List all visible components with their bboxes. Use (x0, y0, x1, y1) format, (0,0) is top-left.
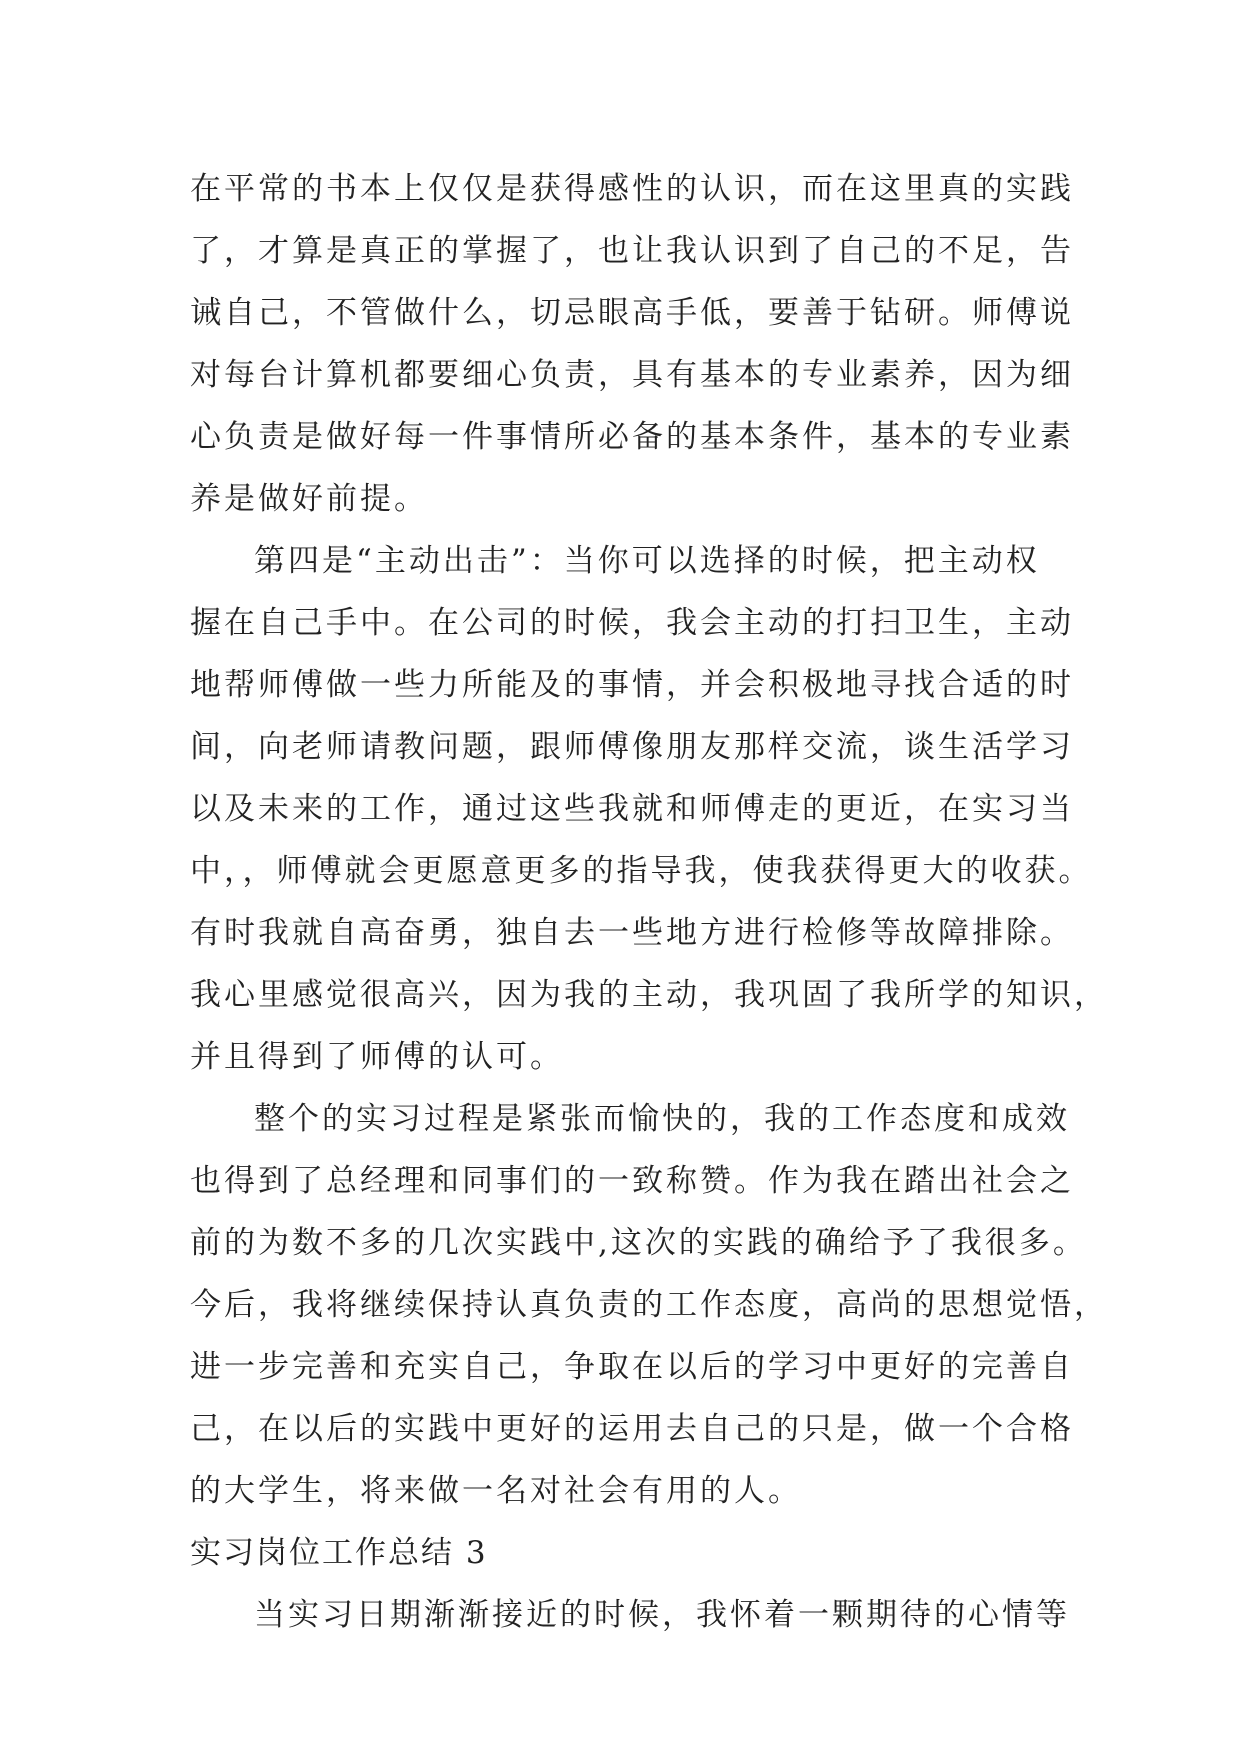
text-line: 养是做好前提。 (190, 481, 428, 517)
paragraph (190, 158, 1074, 530)
text-line: 并且得到了师傅的认可。 (190, 1039, 564, 1075)
text-line: 当实习日期渐渐接近的时候，我怀着一颗期待的心情等 (254, 1597, 1070, 1633)
text-line: 对每台计算机都要细心负责，具有基本的专业素养，因为细 (190, 357, 1074, 393)
text-line: 的大学生，将来做一名对社会有用的人。 (190, 1473, 802, 1509)
text-line: 心负责是做好每一件事情所必备的基本条件，基本的专业素 (190, 419, 1074, 455)
text-line: 第四是“主动出击”：当你可以选择的时候，把主动权 (254, 543, 1040, 579)
paragraph (190, 1088, 1108, 1522)
text-line: 了，才算是真正的掌握了，也让我认识到了自己的不足，告 (190, 233, 1074, 269)
text-line: 握在自己手中。在公司的时候，我会主动的打扫卫生，主动 (190, 605, 1074, 641)
text-line: 中，，师傅就会更愿意更多的指导我，使我获得更大的收获。 (190, 853, 1093, 889)
text-line: 今后，我将继续保持认真负责的工作态度，高尚的思想觉悟， (190, 1287, 1108, 1323)
paragraph (190, 1584, 1070, 1646)
text-line: 也得到了总经理和同事们的一致称赞。作为我在踏出社会之 (190, 1163, 1074, 1199)
text-line: 地帮师傅做一些力所能及的事情，并会积极地寻找合适的时 (190, 667, 1074, 703)
text-line: 己，在以后的实践中更好的运用去自己的只是，做一个合格 (190, 1411, 1074, 1447)
text-line: 前的为数不多的几次实践中,这次的实践的确给予了我很多。 (190, 1225, 1087, 1261)
document-body (190, 158, 1108, 1646)
text-line: 整个的实习过程是紧张而愉快的，我的工作态度和成效 (254, 1101, 1070, 1137)
text-line: 在平常的书本上仅仅是获得感性的认识，而在这里真的实践 (190, 171, 1074, 207)
text-line: 诫自己，不管做什么，切忌眼高手低，要善于钻研。师傅说 (190, 295, 1074, 331)
text-line: 有时我就自高奋勇，独自去一些地方进行检修等故障排除。 (190, 915, 1074, 951)
text-line: 以及未来的工作，通过这些我就和师傅走的更近，在实习当 (190, 791, 1074, 827)
text-line: 我心里感觉很高兴，因为我的主动，我巩固了我所学的知识， (190, 977, 1108, 1013)
paragraph (190, 530, 1108, 1088)
section-heading: 实习岗位工作总结 3 (190, 1535, 488, 1571)
text-line: 进一步完善和充实自己，争取在以后的学习中更好的完善自 (190, 1349, 1074, 1385)
text-line: 间，向老师请教问题，跟师傅像朋友那样交流，谈生活学习 (190, 729, 1074, 765)
